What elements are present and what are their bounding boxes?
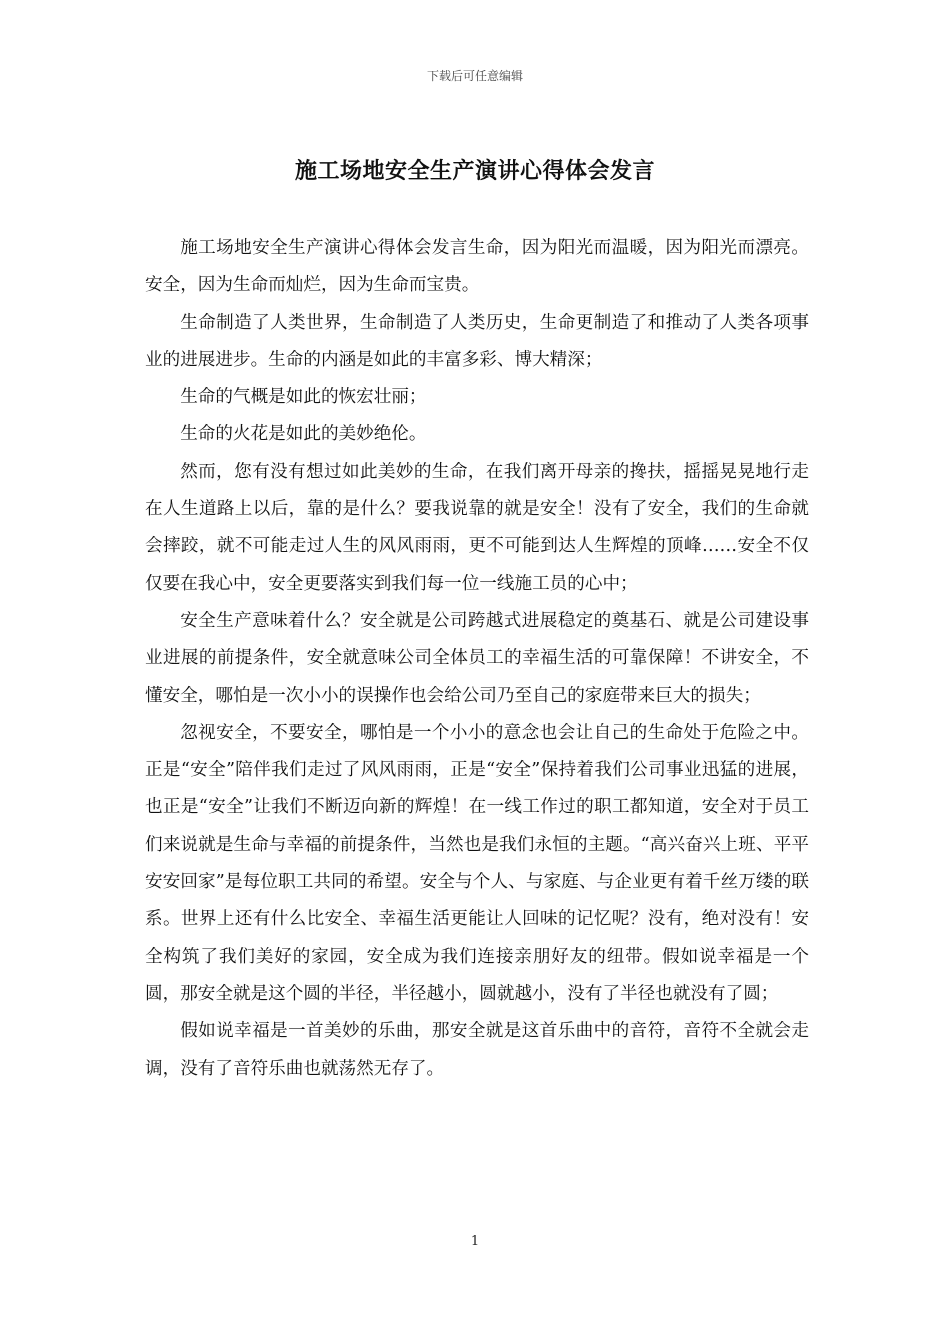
paragraph: 生命的气概是如此的恢宏壮丽；	[180, 387, 427, 408]
paragraph: 假如说幸福是一首美妙的乐曲，那安全就是这首乐曲中的音符，音符不全就会走调，没有了音符乐曲也就荡然无存了。	[145, 1021, 809, 1079]
paragraph: 施工场地安全生产演讲心得体会发言生命，因为阳光而温暖，因为阳光而漂亮。安全，因为生命而灿烂，因为生命而宝贵。	[145, 238, 809, 296]
page-header: 下载后可任意编辑	[426, 69, 523, 83]
paragraph: 生命制造了人类世界，生命制造了人类历史，生命更制造了和推动了人类各项事业的进展进步。生命的内涵是如此的丰富多彩、博大精深；	[145, 312, 809, 370]
page-number: 1	[470, 1234, 480, 1249]
paragraph: 然而，您有没有想过如此美妙的生命，在我们离开母亲的搀扶，摇摇晃晃地行走在人生道路上以后，靠的是什么？要我说靠的就是安全！没有了安全，我们的生命就会摔跤，就不可能走过人生的风风雨雨，更不可能到达人生辉煌的顶峰……安全不仅仅要在我心中，安全更要落实到我们每一位一线施工员的心中；	[145, 461, 809, 594]
document-body	[145, 230, 809, 1088]
paragraph: 安全生产意味着什么？安全就是公司跨越式进展稳定的奠基石、就是公司建设事业进展的前提条件，安全就意味公司全体员工的幸福生活的可靠保障！不讲安全，不懂安全，哪怕是一次小小的误操作也会给公司乃至自己的家庭带来巨大的损失；	[145, 610, 809, 706]
paragraph: 生命的火花是如此的美妙绝伦。	[180, 424, 427, 445]
paragraph: 忽视安全，不要安全，哪怕是一个小小的意念也会让自己的生命处于危险之中。正是“安全”陪伴我们走过了风风雨雨，正是“安全”保持着我们公司事业迅猛的进展，也正是“安全”让我们不断迈向新的辉煌！在一线工作过的职工都知道，安全对于员工们来说就是生命与幸福的前提条件，当然也是我们永恒的主题。“高兴奋兴上班、平平安安回家”是每位职工共同的希望。安全与个人、与家庭、与企业更有着千丝万缕的联系。世界上还有什么比安全、幸福生活更能让人回味的记忆呢？没有，绝对没有！安全构筑了我们美好的家园，安全成为我们连接亲朋好友的纽带。假如说幸福是一个圆，那安全就是这个圆的半径，半径越小，圆就越小，没有了半径也就没有了圆；	[145, 722, 809, 1004]
document-title: 施工场地安全生产演讲心得体会发言	[294, 158, 655, 184]
